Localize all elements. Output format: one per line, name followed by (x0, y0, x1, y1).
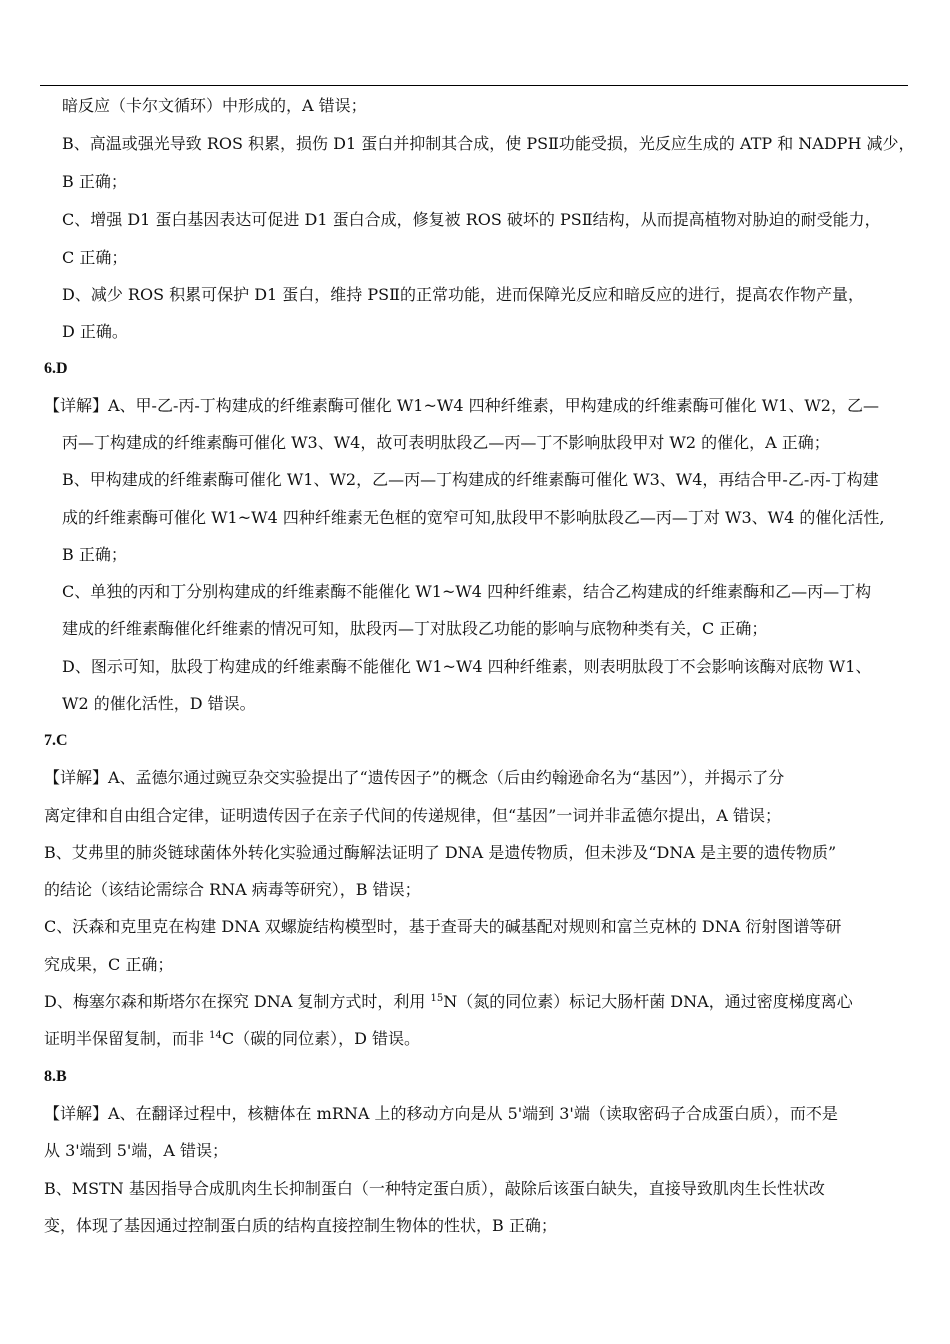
q8-text-line: 【详解】A、在翻译过程中，核糖体在 mRNA 上的移动方向是从 5'端到 3'端（读取密码子合成蛋白质），而不是 (44, 1104, 838, 1123)
q8-text-line: 变，体现了基因通过控制蛋白质的结构直接控制生物体的性状，B 正确； (44, 1216, 557, 1235)
q5-text-line: C 正确； (62, 248, 128, 267)
q5-text-line: B 正确； (62, 172, 127, 191)
q7-text-line: 【详解】A、孟德尔通过豌豆杂交实验提出了“遗传因子”的概念（后由约翰逊命名为“基因”），并揭示了分 (44, 768, 785, 787)
q5-text-line: D、减少 ROS 积累可保护 D1 蛋白，维持 PSⅡ的正常功能，进而保障光反应和暗反应的进行，提高农作物产量， (62, 285, 864, 304)
answer-heading: 6.D (44, 360, 68, 377)
q5-text-line: C、增强 D1 蛋白基因表达可促进 D1 蛋白合成，修复被 ROS 破坏的 PSⅡ结构，从而提高植物对胁迫的耐受能力， (62, 210, 881, 229)
q6-text-line: 丙—丁构建成的纤维素酶可催化 W3、W4，故可表明肽段乙—丙—丁不影响肽段甲对 W2 的催化，A 正确； (62, 433, 830, 452)
superscript: 15 (430, 993, 444, 1004)
answer-heading: 8.B (44, 1068, 67, 1085)
text-run: C（碳的同位素），D 错误。 (221, 1029, 420, 1048)
q6-text-line: 建成的纤维素酶催化纤维素的情况可知，肽段丙—丁对肽段乙功能的影响与底物种类有关，C 正确； (62, 619, 768, 638)
q7-text-line: B、艾弗里的肺炎链球菌体外转化实验通过酶解法证明了 DNA 是遗传物质，但未涉及“DNA 是主要的遗传物质” (44, 843, 837, 862)
q7-text-line: C、沃森和克里克在构建 DNA 双螺旋结构模型时，基于查哥夫的碱基配对规则和富兰克林的 DNA 衍射图谱等研 (44, 917, 842, 936)
header-rule (40, 85, 908, 86)
q8-text-line: 从 3'端到 5'端，A 错误； (44, 1141, 228, 1160)
q5-text-line: 暗反应（卡尔文循环）中形成的，A 错误； (62, 96, 367, 115)
q7-text-line: 离定律和自由组合定律，证明遗传因子在亲子代间的传递规律，但“基因”一词并非孟德尔提出，A 错误； (44, 806, 782, 825)
text-run: N（氮的同位素）标记大肠杆菌 DNA，通过密度梯度离心 (443, 992, 853, 1011)
text-run: 证明半保留复制，而非 (44, 1029, 210, 1048)
q6-text-line: 成的纤维素酶可催化 W1~W4 四种纤维素无色框的宽窄可知,肽段甲不影响肽段乙—丙—丁对 W3、W4 的催化活性, (62, 508, 885, 527)
answer-heading: 7.C (44, 732, 68, 749)
q7-text-line (44, 1029, 420, 1049)
q6-text-line: W2 的催化活性，D 错误。 (62, 694, 256, 713)
q5-text-line: D 正确。 (62, 322, 128, 341)
q6-text-line: B 正确； (62, 545, 127, 564)
q6-text-line: B、甲构建成的纤维素酶可催化 W1、W2，乙—丙—丁构建成的纤维素酶可催化 W3、W4，再结合甲-乙-丙-丁构建 (62, 470, 879, 489)
q6-text-line: 【详解】A、甲-乙-丙-丁构建成的纤维素酶可催化 W1~W4 四种纤维素，甲构建成的纤维素酶可催化 W1、W2，乙— (44, 396, 879, 415)
q8-text-line: B、MSTN 基因指导合成肌肉生长抑制蛋白（一种特定蛋白质），敲除后该蛋白缺失，直接导致肌肉生长性状改 (44, 1179, 825, 1198)
q7-text-line: 的结论（该结论需综合 RNA 病毒等研究），B 错误； (44, 880, 421, 899)
q6-text-line: C、单独的丙和丁分别构建成的纤维素酶不能催化 W1~W4 四种纤维素，结合乙构建成的纤维素酶和乙—丙—丁构 (62, 582, 872, 601)
q7-text-line: 究成果，C 正确； (44, 955, 174, 974)
q7-text-line (44, 992, 853, 1012)
text-run: D、梅塞尔森和斯塔尔在探究 DNA 复制方式时，利用 (44, 992, 431, 1011)
superscript: 14 (209, 1030, 222, 1041)
q5-text-line: B、高温或强光导致 ROS 积累，损伤 D1 蛋白并抑制其合成，使 PSⅡ功能受损，光反应生成的 ATP 和 NADPH 减少， (62, 134, 915, 153)
q6-text-line: D、图示可知，肽段丁构建成的纤维素酶不能催化 W1~W4 四种纤维素，则表明肽段丁不会影响该酶对底物 W1、 (62, 657, 872, 676)
